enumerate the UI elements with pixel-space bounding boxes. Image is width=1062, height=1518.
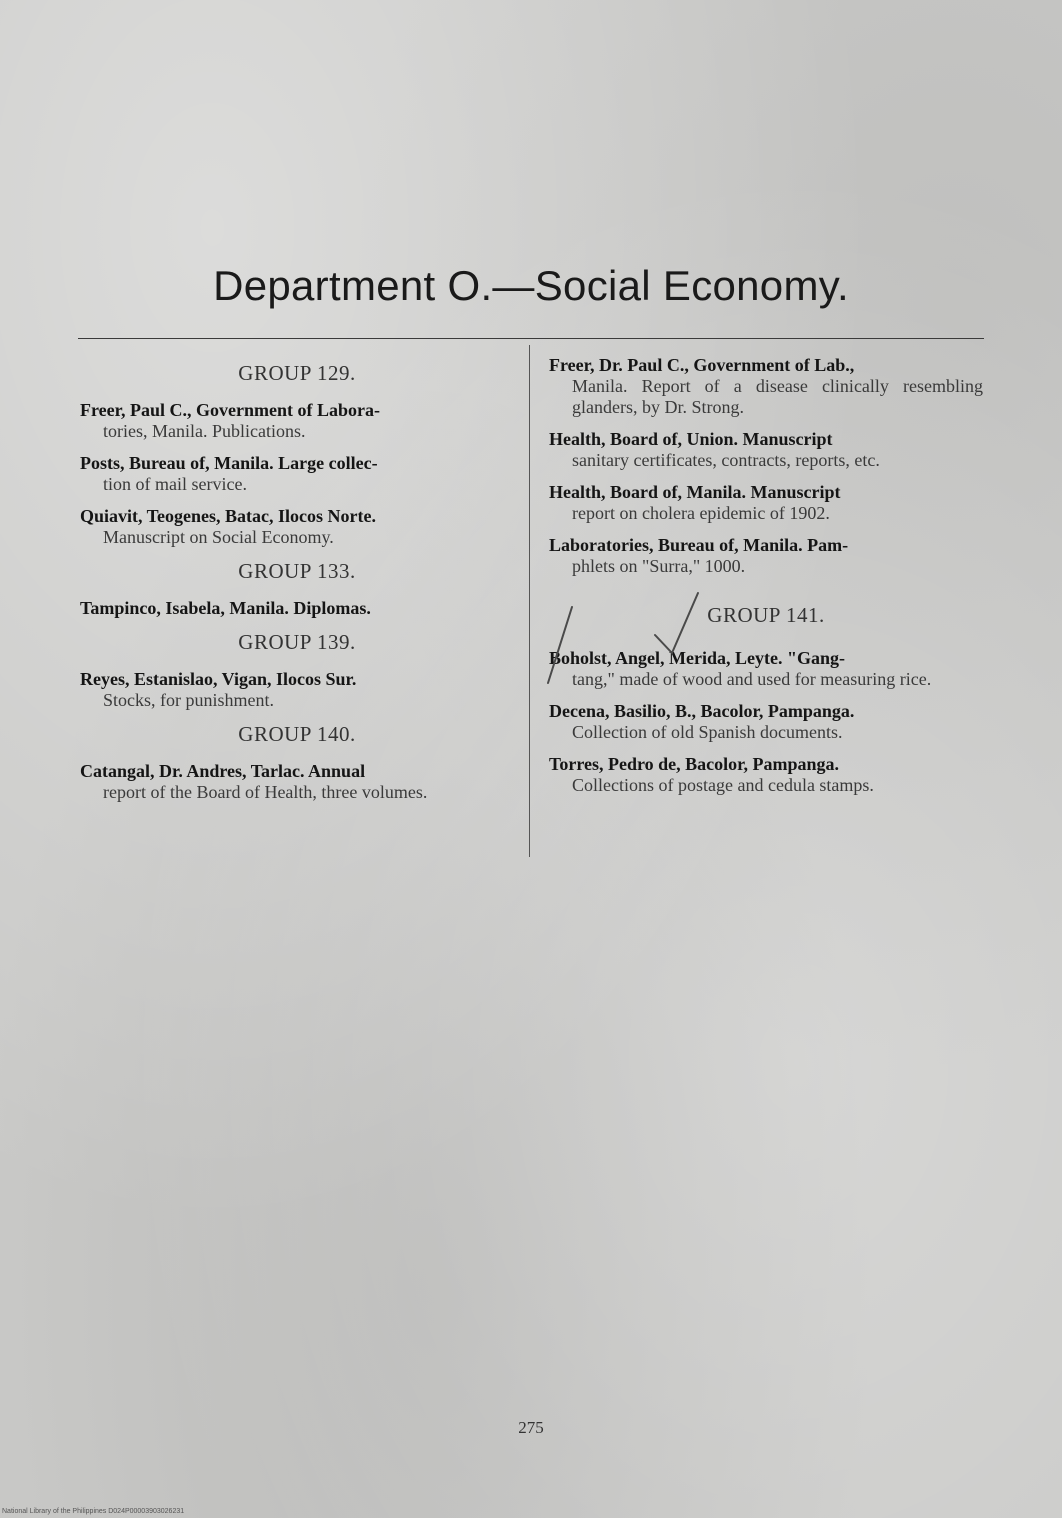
entry-name: Torres, Pedro de, Bacolor, Pampanga. (549, 754, 840, 774)
entry-description: Stocks, for punishment. (103, 690, 274, 710)
entry (80, 598, 514, 619)
entry-name: Freer, Dr. Paul C., Government of Lab., (549, 355, 855, 375)
entry (549, 754, 983, 796)
entry (80, 761, 514, 803)
footer-credit: National Library of the Philippines D024P00003903026231 (2, 1508, 185, 1515)
group-133 (80, 559, 514, 619)
entry (549, 429, 983, 471)
entry (80, 400, 514, 442)
group-heading: GROUP 129. (238, 361, 356, 385)
entry-description: sanitary certificates, contracts, reports, etc. (572, 450, 880, 470)
right-column (549, 355, 983, 807)
title-rule (78, 338, 984, 339)
entry-name: Laboratories, Bureau of, Manila. Pam- (549, 535, 849, 555)
entry (549, 535, 983, 577)
entry-description: tories, Manila. Publications. (103, 421, 306, 441)
left-column (80, 355, 514, 814)
group-heading: GROUP 140. (238, 722, 356, 746)
entry-description: Collection of old Spanish documents. (572, 722, 843, 742)
entry (549, 355, 983, 418)
entry (80, 669, 514, 711)
entry-name: Quiavit, Teogenes, Batac, Ilocos Norte. (80, 506, 376, 526)
group-heading: GROUP 139. (238, 630, 356, 654)
entry-name: Health, Board of, Union. Manuscript (549, 429, 833, 449)
group-139 (80, 630, 514, 711)
entry (549, 482, 983, 524)
entry-description: Collections of postage and cedula stamps. (572, 775, 874, 795)
entry-name: Catangal, Dr. Andres, Tarlac. Annual (80, 761, 366, 781)
entry-name: Reyes, Estanislao, Vigan, Ilocos Sur. (80, 669, 357, 689)
group-129 (80, 361, 514, 548)
entry-name: Health, Board of, Manila. Manuscript (549, 482, 841, 502)
entry-description: report on cholera epidemic of 1902. (572, 503, 830, 523)
entry (549, 701, 983, 743)
group-heading: GROUP 133. (238, 559, 356, 583)
entry-description: Manuscript on Social Economy. (103, 527, 334, 547)
entry-description: Manila. Report of a disease clinically resembling glanders, by Dr. Strong. (572, 376, 983, 417)
entry-name: Freer, Paul C., Government of Labora- (80, 400, 380, 420)
entry-description: tion of mail service. (103, 474, 247, 494)
entry-name: Decena, Basilio, B., Bacolor, Pampanga. (549, 701, 855, 721)
pencil-check-mark (530, 585, 710, 695)
entry-description: tang," made of wood and used for measuring rice. (572, 669, 932, 689)
entry-name: Tampinco, Isabela, Manila. Diplomas. (80, 598, 371, 618)
group-140 (80, 722, 514, 803)
entry-description: report of the Board of Health, three volumes. (103, 782, 428, 802)
entry-description: phlets on "Surra," 1000. (572, 556, 746, 576)
page-title: Department O.—Social Economy. (213, 262, 849, 309)
entry (80, 453, 514, 495)
group-140-continued (549, 355, 983, 577)
entry (80, 506, 514, 548)
group-heading: GROUP 141. (707, 603, 825, 627)
page-number: 275 (518, 1418, 544, 1437)
entry-name: Boholst, Angel, Merida, Leyte. "Gang- (549, 648, 845, 668)
entry-name: Posts, Bureau of, Manila. Large collec- (80, 453, 378, 473)
